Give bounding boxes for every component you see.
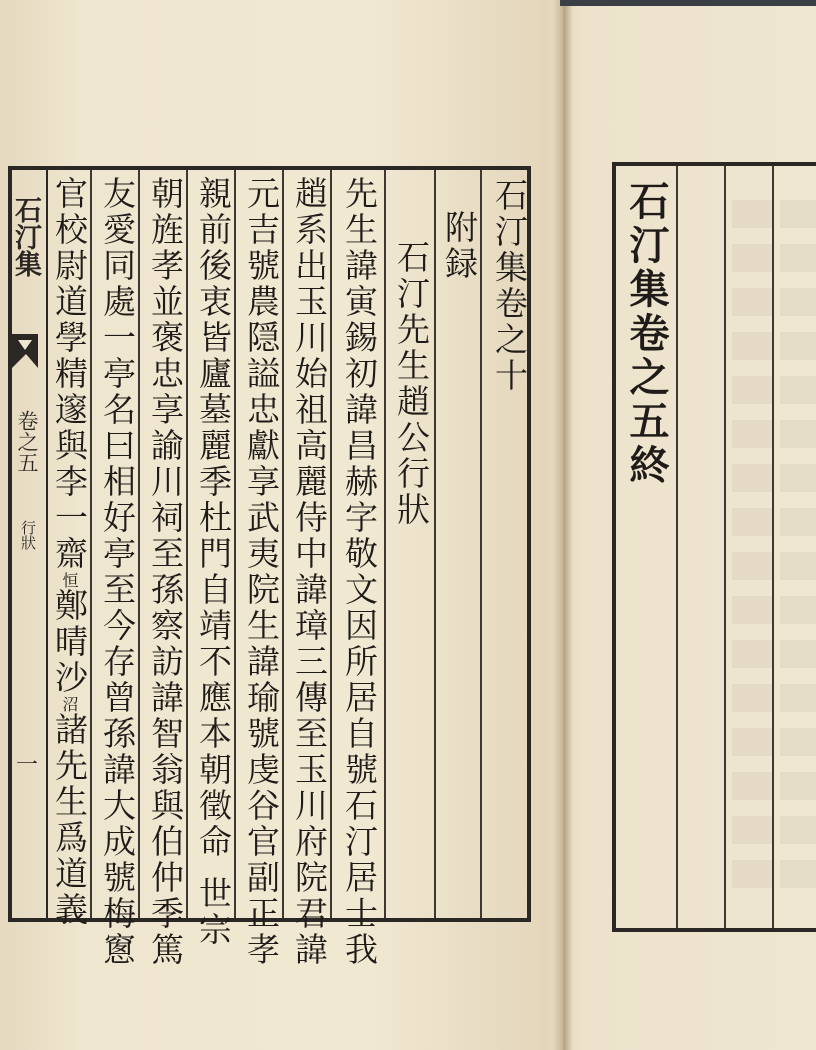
column-rule (480, 170, 482, 918)
show-through-text (780, 200, 816, 900)
section-heading: 石汀先生趙公行狀 (392, 240, 431, 528)
text-column-4-tail: 世宗 (194, 876, 233, 948)
right-column-rule (772, 166, 774, 928)
right-column-rule (676, 166, 678, 928)
text-column-1: 先生諱寅錫初諱昌赫字敬文因所居自號石汀居士我 (340, 176, 379, 968)
text-column-4 (190, 176, 236, 948)
fold-section: 行狀 (19, 520, 37, 550)
text-column-5: 朝旌孝並褒忠享諭川祠至孫察訪諱智翁與伯仲季篤 (146, 176, 185, 968)
appendix-heading: 附録 (440, 210, 479, 282)
fold-page-number: 一 (16, 753, 39, 778)
column-rule (384, 170, 386, 918)
text-column-7-note-1: 恒 (60, 572, 79, 588)
text-column-6: 友愛同處一亭名曰相好亭至今存曾孫諱大成號梅窻 (98, 176, 137, 968)
book-gutter (553, 0, 573, 1050)
volume-end-title: 石汀集卷之五終 (623, 180, 670, 488)
fold-volume: 卷之五 (15, 410, 39, 473)
fish-tail-mark-icon (10, 330, 40, 372)
top-edge-band (560, 0, 816, 6)
text-column-7-part-2: 鄭晴沙 (50, 588, 89, 696)
volume-heading: 石汀集卷之十 (490, 178, 529, 394)
text-column-7-note-2: 沼 (60, 696, 79, 712)
text-column-7 (46, 176, 92, 928)
text-column-4-body: 親前後衷皆廬墓麗季杜門自靖不應本朝徵命 (194, 176, 233, 860)
column-rule (434, 170, 436, 918)
fold-book-title: 石汀集 (10, 196, 41, 277)
text-column-2: 趙系出玉川始祖高麗侍中諱璋三傳至玉川府院君諱 (290, 176, 329, 968)
text-column-7-part-3: 諸先生爲道義 (50, 712, 89, 928)
text-column-7-part-1: 官校尉道學精邃與李一齋 (50, 176, 89, 572)
text-column-3: 元吉號農隠謚忠獻享武夷院生諱瑜號虔谷官副正孝 (242, 176, 281, 968)
right-column-rule (724, 166, 726, 928)
show-through-text (732, 200, 772, 900)
